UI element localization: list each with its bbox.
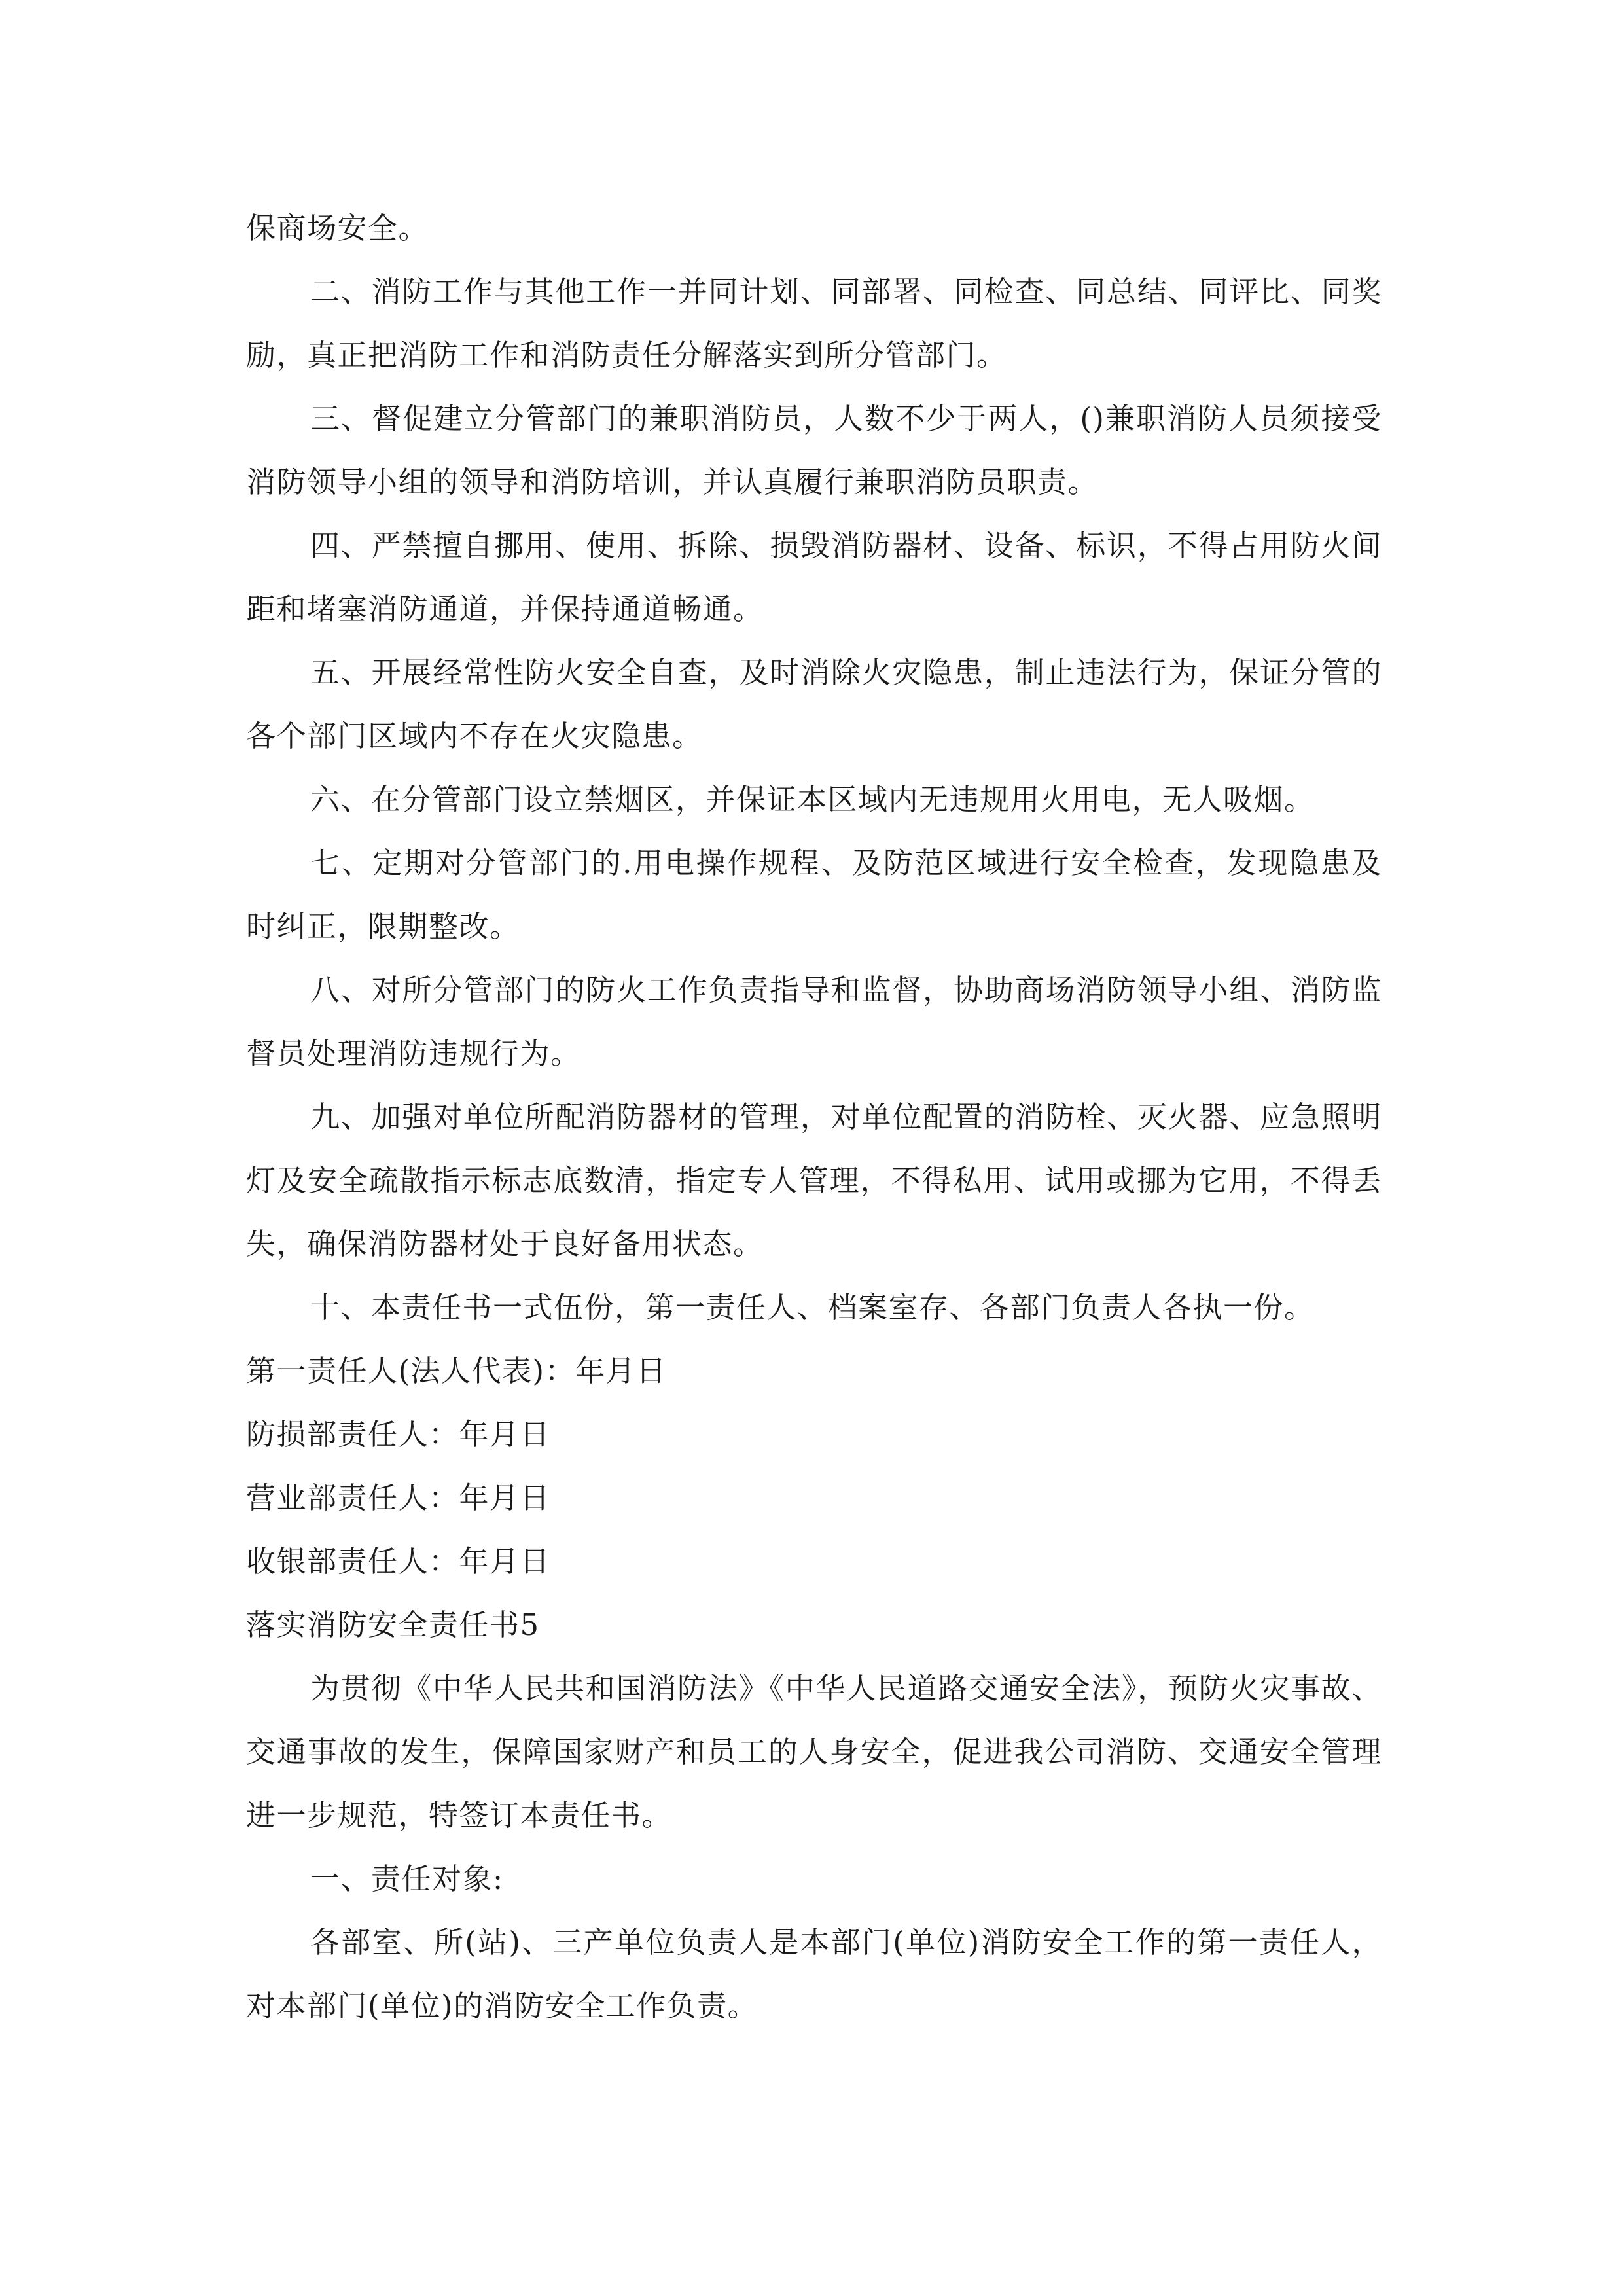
paragraph-item-4: 四、严禁擅自挪用、使用、拆除、损毁消防器材、设备、标识，不得占用防火间距和堵塞消防通道，并保持通道畅通。 xyxy=(246,528,1382,626)
paragraph-item-2: 二、消防工作与其他工作一并同计划、同部署、同检查、同总结、同评比、同奖励，真正把消防工作和消防责任分解落实到所分管部门。 xyxy=(246,274,1382,372)
section-title: 落实消防安全责任书5 xyxy=(246,1607,540,1642)
paragraph-item-3: 三、督促建立分管部门的兼职消防员，人数不少于两人，()兼职消防人员须接受消防领导小组的领导和消防培训，并认真履行兼职消防员职责。 xyxy=(246,401,1382,499)
section-heading-responsibility: 一、责任对象: xyxy=(310,1861,504,1896)
paragraph-item-6: 六、在分管部门设立禁烟区，并保证本区域内无违规用火用电，无人吸烟。 xyxy=(310,782,1315,817)
signature-line-cashier: 收银部责任人：年月日 xyxy=(246,1544,551,1579)
paragraph-continuation: 保商场安全。 xyxy=(246,211,429,245)
paragraph-item-9: 九、加强对单位所配消防器材的管理，对单位配置的消防栓、灭火器、应急照明灯及安全疏散指示标志底数清，指定专人管理，不得私用、试用或挪为它用，不得丢失，确保消防器材处于良好备用状态。 xyxy=(246,1100,1382,1261)
paragraph-item-8: 八、对所分管部门的防火工作负责指导和监督，协助商场消防领导小组、消防监督员处理消防违规行为。 xyxy=(246,973,1382,1071)
signature-line-legal-rep: 第一责任人(法人代表)：年月日 xyxy=(246,1354,667,1388)
document-body xyxy=(246,196,1382,2037)
signature-line-loss-prevention: 防损部责任人：年月日 xyxy=(246,1417,551,1452)
paragraph-item-7: 七、定期对分管部门的.用电操作规程、及防范区域进行安全检查，发现隐患及时纠正，限期整改。 xyxy=(246,846,1382,944)
paragraph-item-10: 十、本责任书一式伍份，第一责任人、档案室存、各部门负责人各执一份。 xyxy=(310,1290,1315,1325)
paragraph-item-5: 五、开展经常性防火安全自查，及时消除火灾隐患，制止违法行为，保证分管的各个部门区域内不存在火灾隐患。 xyxy=(246,655,1382,753)
section-paragraph-responsibility: 各部室、所(站)、三产单位负责人是本部门(单位)消防安全工作的第一责任人，对本部门(单位)的消防安全工作负责。 xyxy=(246,1925,1382,2023)
section-intro-paragraph: 为贯彻《中华人民共和国消防法》《中华人民道路交通安全法》，预防火灾事故、交通事故的发生，保障国家财产和员工的人身安全，促进我公司消防、交通安全管理进一步规范，特签订本责任书。 xyxy=(246,1671,1382,1833)
signature-line-sales: 营业部责任人：年月日 xyxy=(246,1480,551,1515)
